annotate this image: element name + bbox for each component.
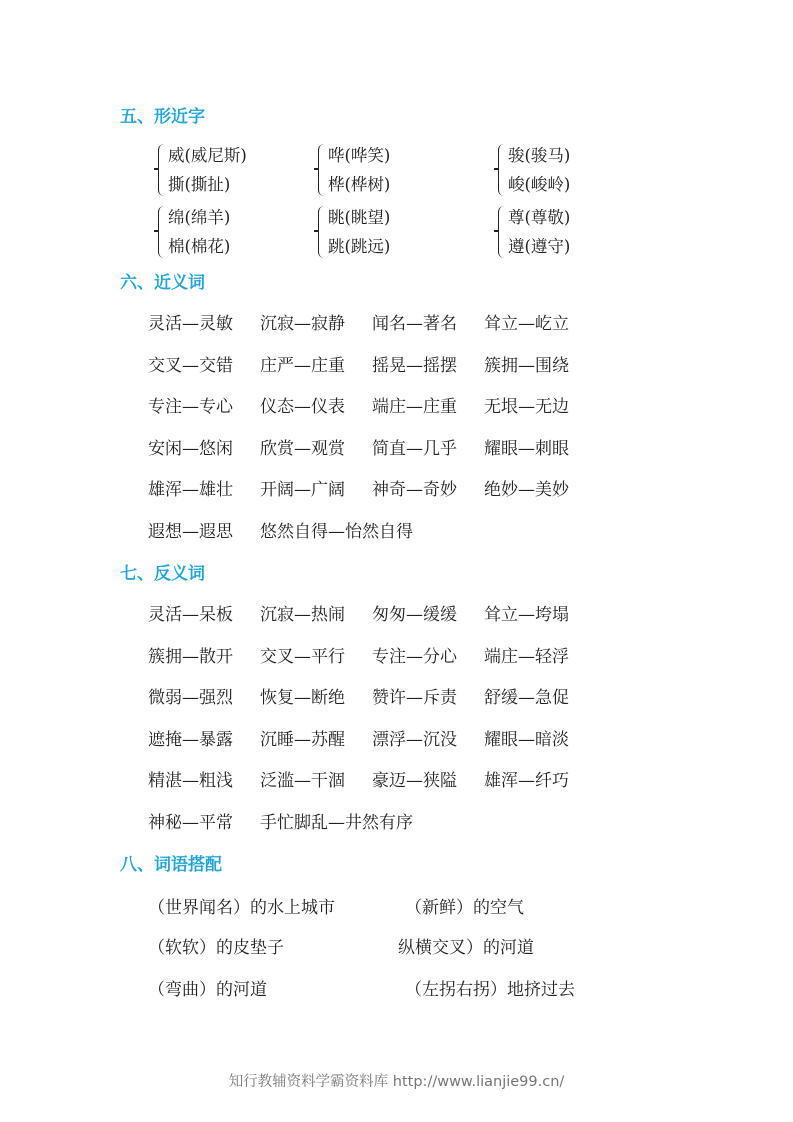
- brace-icon: [498, 206, 505, 258]
- word-pair: 恢复—断绝: [260, 688, 345, 709]
- word-pair-row: [148, 647, 596, 667]
- word-pair: 遐想—遐思: [148, 522, 233, 542]
- word-pair: 遮掩—暴露: [148, 729, 233, 750]
- section-heading-antonyms: 七、反义词: [120, 564, 205, 584]
- collocation-item: （左拐右拐）地挤过去: [405, 980, 575, 1000]
- word-pair-row: [148, 771, 596, 791]
- word-pair: 沉睡—苏醒: [260, 729, 345, 750]
- brace-icon: [318, 206, 325, 258]
- word-pair: 耀眼—刺眼: [484, 438, 569, 459]
- word-pair: 简直—几乎: [372, 438, 457, 459]
- word-pair: 闻名—著名: [372, 314, 457, 334]
- word-pair: 绝妙—美妙: [484, 480, 569, 501]
- similar-character-pair: [160, 141, 247, 199]
- word-pair: 雄浑—雄壮: [148, 480, 233, 501]
- collocation-item: 纵横交叉）的河道: [398, 938, 534, 958]
- word-pair: 专注—专心: [148, 397, 233, 418]
- section-heading-synonyms: 六、近义词: [120, 273, 205, 293]
- word-pair: 交叉—平行: [260, 646, 345, 667]
- word-pair: 沉寂—寂静: [260, 314, 345, 334]
- similar-character-pair: [500, 141, 570, 199]
- similar-character-item: 威(威尼斯): [168, 146, 247, 165]
- word-pair-row: [148, 730, 596, 750]
- word-pair: 摇晃—摇摆: [372, 355, 457, 376]
- collocation-item: （软软）的皮垫子: [148, 938, 284, 958]
- word-pair: 舒缓—急促: [484, 688, 569, 709]
- section-heading-similar-characters: 五、形近字: [120, 107, 205, 127]
- word-pair: 仪态—仪表: [260, 397, 345, 418]
- word-pair-row: [148, 522, 413, 542]
- footer-watermark: 知行教辅资料学霸资料库 http://www.lianjie99.cn/: [228, 1074, 565, 1090]
- similar-character-item: 尊(尊敬): [508, 208, 571, 227]
- word-pair: 泛滥—干涸: [260, 771, 345, 792]
- brace-icon: [158, 144, 165, 196]
- collocation-item: （世界闻名）的水上城市: [148, 898, 335, 918]
- word-pair: 赞许—斥责: [372, 688, 457, 709]
- word-pair: 手忙脚乱—井然有序: [260, 813, 413, 833]
- similar-character-item: 眺(眺望): [328, 208, 391, 227]
- similar-character-item: 撕(撕扯): [168, 175, 231, 194]
- word-pair: 耸立—垮塌: [484, 605, 569, 625]
- word-pair: 雄浑—纤巧: [484, 771, 569, 792]
- word-pair: 悠然自得—怡然自得: [260, 522, 413, 542]
- word-pair: 灵活—呆板: [148, 605, 233, 625]
- word-pair-row: [148, 356, 596, 376]
- word-pair: 神秘—平常: [148, 813, 233, 833]
- word-pair: 无垠—无边: [484, 397, 569, 418]
- similar-character-pair: [160, 203, 230, 261]
- word-pair: 开阔—广阔: [260, 480, 345, 501]
- collocation-item: （弯曲）的河道: [148, 980, 267, 1000]
- word-pair-row: [148, 813, 413, 833]
- word-pair: 漂浮—沉没: [372, 729, 457, 750]
- word-pair: 簇拥—围绕: [484, 355, 569, 376]
- section-heading-collocation: 八、词语搭配: [120, 855, 222, 875]
- similar-character-pair: [500, 203, 570, 261]
- word-pair: 沉寂—热闹: [260, 605, 345, 625]
- word-pair: 耸立—屹立: [484, 314, 569, 334]
- word-pair: 交叉—交错: [148, 355, 233, 376]
- similar-character-pair: [320, 141, 390, 199]
- brace-icon: [498, 144, 505, 196]
- collocation-item: （新鲜）的空气: [405, 898, 524, 918]
- word-pair-row: [148, 314, 596, 334]
- brace-icon: [158, 206, 165, 258]
- brace-icon: [318, 144, 325, 196]
- similar-character-item: 绵(绵羊): [168, 208, 231, 227]
- word-pair-row: [148, 439, 596, 459]
- similar-character-item: 哗(哗笑): [328, 146, 391, 165]
- word-pair: 端庄—庄重: [372, 397, 457, 418]
- word-pair: 耀眼—暗淡: [484, 729, 569, 750]
- similar-character-item: 遵(遵守): [508, 237, 571, 256]
- word-pair: 灵活—灵敏: [148, 314, 233, 334]
- word-pair-row: [148, 397, 596, 417]
- similar-character-pair: [320, 203, 390, 261]
- word-pair: 匆匆—缓缓: [372, 605, 457, 625]
- word-pair: 精湛—粗浅: [148, 771, 233, 792]
- word-pair-row: [148, 605, 596, 625]
- word-pair-row: [148, 688, 596, 708]
- word-pair: 微弱—强烈: [148, 688, 233, 709]
- similar-character-item: 跳(跳远): [328, 237, 391, 256]
- word-pair-row: [148, 480, 596, 500]
- similar-character-item: 棉(棉花): [168, 237, 231, 256]
- similar-character-item: 峻(峻岭): [508, 175, 571, 194]
- word-pair: 端庄—轻浮: [484, 646, 569, 667]
- word-pair: 专注—分心: [372, 646, 457, 667]
- word-pair: 簇拥—散开: [148, 646, 233, 667]
- word-pair: 豪迈—狭隘: [372, 771, 457, 792]
- word-pair: 欣赏—观赏: [260, 438, 345, 459]
- similar-character-item: 桦(桦树): [328, 175, 391, 194]
- word-pair: 庄严—庄重: [260, 355, 345, 376]
- word-pair: 安闲—悠闲: [148, 438, 233, 459]
- similar-character-item: 骏(骏马): [508, 146, 571, 165]
- word-pair: 神奇—奇妙: [372, 480, 457, 501]
